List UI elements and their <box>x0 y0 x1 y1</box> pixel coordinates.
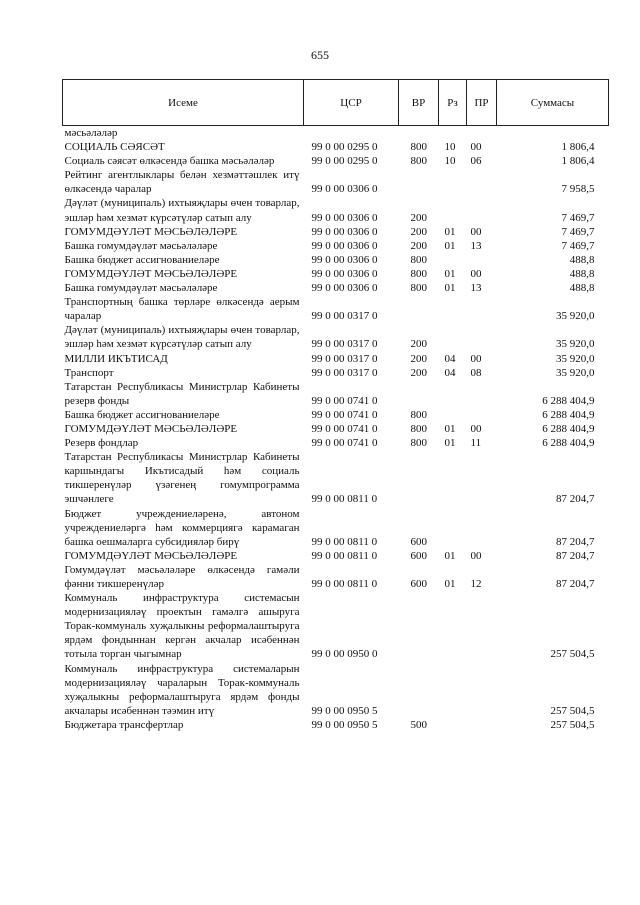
cell-name: Татарстан Республикасы Министрлар Кабинеты резерв фонды <box>64 380 300 407</box>
cell-rz: 01 <box>444 578 456 590</box>
cell-csr: 99 0 00 0317 0 <box>311 352 378 365</box>
budget-table <box>62 79 609 732</box>
cell-rz: 01 <box>444 282 456 295</box>
page-number: 655 <box>311 48 329 62</box>
cell-csr: 99 0 00 0306 0 <box>311 267 378 280</box>
table-row <box>63 352 609 366</box>
cell-sum: 488,8 <box>569 253 595 266</box>
cell-sum: 6 288 404,9 <box>542 408 595 421</box>
cell-name: Транспортның башка төрләре өлкәсендә аерым чаралар <box>64 296 300 323</box>
cell-pr: 00 <box>470 352 482 365</box>
cell-csr: 99 0 00 0811 0 <box>311 493 378 506</box>
cell-pr <box>467 450 497 506</box>
cell-vr: 800 <box>410 422 427 435</box>
cell-pr <box>467 126 497 141</box>
cell-sum: 488,8 <box>569 282 595 295</box>
cell-rz: 01 <box>444 267 456 280</box>
cell-rz: 01 <box>444 225 456 238</box>
cell-csr: 99 0 00 0317 0 <box>311 338 378 351</box>
cell-csr: 99 0 00 0306 0 <box>311 253 378 266</box>
table-row <box>63 323 609 351</box>
cell-pr <box>467 591 497 661</box>
cell-name: Башка гомумдәүләт мәсьәләләре <box>64 282 218 295</box>
cell-rz <box>439 380 467 408</box>
table-row <box>63 408 609 422</box>
cell-vr: 800 <box>410 408 427 421</box>
cell-vr: 800 <box>410 267 427 280</box>
cell-rz: 04 <box>444 366 456 379</box>
cell-rz: 01 <box>444 437 456 450</box>
header-csr: ЦСР <box>304 80 399 126</box>
cell-sum: 257 504,5 <box>550 704 595 717</box>
header-vr: ВР <box>399 80 439 126</box>
cell-name: Башка бюджет ассигнованиеләре <box>64 408 220 421</box>
cell-rz <box>439 126 467 141</box>
cell-name: МИЛЛИ ИКЪТИСАД <box>64 352 168 365</box>
cell-sum: 7 469,7 <box>561 211 595 224</box>
cell-name: Башка гомумдәүләт мәсьәләләре <box>64 239 218 252</box>
table-row <box>63 295 609 323</box>
table-row <box>63 450 609 506</box>
cell-name: Коммуналь инфраструктура системаларын модернизацияләү чараларын Торак-коммуналь хуҗалыкны реформалаштыруга ярдәм фонды акчалары исәбеннән тәэмин итү <box>64 662 300 717</box>
cell-csr: 99 0 00 0306 0 <box>311 225 378 238</box>
cell-sum: 87 204,7 <box>556 493 595 506</box>
table-row <box>63 239 609 253</box>
cell-rz <box>439 253 467 267</box>
cell-rz <box>439 168 467 196</box>
cell-name: Транспорт <box>64 366 114 379</box>
cell-pr <box>467 408 497 422</box>
header-name: Исеме <box>63 80 304 126</box>
table-body <box>63 126 609 733</box>
table-row <box>63 126 609 141</box>
cell-vr: 600 <box>410 578 427 590</box>
cell-name: Башка бюджет ассигнованиеләре <box>64 253 220 266</box>
cell-pr <box>467 380 497 408</box>
cell-vr <box>399 126 439 141</box>
cell-name: Татарстан Республикасы Министрлар Кабинеты каршындагы Икътисадый һәм социаль тикшеренүләр үзәгенең гомумпрограмма эшчәнлеге <box>64 451 300 506</box>
cell-sum: 7 958,5 <box>561 183 595 196</box>
cell-sum: 6 288 404,9 <box>542 422 595 435</box>
cell-vr <box>399 450 439 506</box>
cell-vr <box>399 591 439 661</box>
table-row <box>63 549 609 563</box>
cell-vr <box>399 295 439 323</box>
cell-name: Резерв фондлар <box>64 437 139 450</box>
table-header <box>63 80 609 126</box>
cell-sum: 1 806,4 <box>561 141 595 154</box>
cell-vr <box>399 168 439 196</box>
cell-vr: 600 <box>410 535 427 548</box>
cell-vr <box>399 662 439 718</box>
cell-name: Дәүләт (муниципаль) ихтыяҗлары өчен товарлар, эшләр һәм хезмәт күрсәтүләр сатып алу <box>64 197 300 224</box>
cell-sum: 35 920,0 <box>556 338 595 351</box>
cell-pr <box>467 323 497 351</box>
cell-csr: 99 0 00 0950 0 <box>311 648 378 661</box>
cell-pr: 12 <box>470 578 482 590</box>
cell-pr <box>467 196 497 224</box>
table-row <box>63 563 609 591</box>
cell-pr: 08 <box>470 366 482 379</box>
cell-csr <box>304 126 399 141</box>
table-row <box>63 281 609 295</box>
cell-name: Коммуналь инфраструктура системасын модернизацияләү проектын гамәлгә ашыруга Торак-коммуналь хуҗалыкны реформалаштыруга ярдәм фондыннан кергән акчалар исәбеннән тотыла торган чыгымнар <box>64 592 300 661</box>
cell-vr: 800 <box>410 282 427 295</box>
table-row <box>63 366 609 380</box>
cell-name: ГОМУМДӘҮЛӘТ МӘСЬӘЛӘЛӘРЕ <box>64 422 238 435</box>
cell-rz: 01 <box>444 549 456 562</box>
cell-sum: 257 504,5 <box>550 718 595 731</box>
cell-csr: 99 0 00 0317 0 <box>311 366 378 379</box>
cell-csr: 99 0 00 0306 0 <box>311 211 378 224</box>
cell-pr: 11 <box>470 437 482 450</box>
cell-rz <box>439 450 467 506</box>
cell-rz <box>439 295 467 323</box>
table-row <box>63 718 609 732</box>
cell-vr: 200 <box>410 338 427 351</box>
cell-sum: 87 204,7 <box>556 535 595 548</box>
table-row <box>63 225 609 239</box>
header-pr: ПР <box>467 80 497 126</box>
cell-vr: 800 <box>410 253 427 266</box>
header-sum: Суммасы <box>497 80 609 126</box>
cell-csr: 99 0 00 0317 0 <box>311 310 378 323</box>
cell-vr: 200 <box>410 225 427 238</box>
cell-vr: 800 <box>410 437 427 450</box>
cell-csr: 99 0 00 0811 0 <box>311 578 378 590</box>
cell-sum: 35 920,0 <box>556 366 595 379</box>
cell-name: Гомумдәүләт мәсьәләләре өлкәсендә гамәли фәнни тикшеренүләр <box>64 563 300 590</box>
cell-vr: 200 <box>410 211 427 224</box>
cell-name: Рейтинг агентлыклары белән хезмәттәшлек итү өлкәсендә чаралар <box>64 169 300 196</box>
cell-name: ГОМУМДӘҮЛӘТ МӘСЬӘЛӘЛӘРЕ <box>64 267 238 280</box>
cell-rz <box>439 662 467 718</box>
cell-vr: 800 <box>410 141 427 154</box>
cell-pr: 00 <box>470 267 482 280</box>
cell-vr: 800 <box>410 155 427 168</box>
cell-pr: 00 <box>470 225 482 238</box>
cell-rz <box>439 408 467 422</box>
cell-pr <box>467 253 497 267</box>
cell-sum <box>497 126 609 141</box>
cell-name: Дәүләт (муниципаль) ихтыяҗлары өчен товарлар, эшләр һәм хезмәт күрсәтүләр сатып алу <box>64 324 300 351</box>
cell-csr: 99 0 00 0741 0 <box>311 394 378 407</box>
table-row <box>63 154 609 168</box>
cell-vr: 200 <box>410 239 427 252</box>
cell-csr: 99 0 00 0306 0 <box>311 183 378 196</box>
cell-name: Бюджет учреждениеләренә, автоном учреждениеләргә һәм коммерциягә карамаган башка оешмаларга субсидияләр бирү <box>64 507 300 548</box>
cell-vr: 200 <box>410 352 427 365</box>
cell-name: Социаль сәясәт өлкәсендә башка мәсьәләләр <box>64 155 275 168</box>
cell-pr: 13 <box>470 239 482 252</box>
header-rz: Рз <box>439 80 467 126</box>
cell-rz: 04 <box>444 352 456 365</box>
cell-rz <box>439 323 467 351</box>
table-row <box>63 140 609 154</box>
cell-name: ГОМУМДӘҮЛӘТ МӘСЬӘЛӘЛӘРЕ <box>64 549 238 562</box>
cell-csr: 99 0 00 0950 5 <box>311 704 378 717</box>
cell-vr: 600 <box>410 549 427 562</box>
cell-sum: 6 288 404,9 <box>542 437 595 450</box>
cell-pr <box>467 168 497 196</box>
cell-pr <box>467 295 497 323</box>
cell-csr: 99 0 00 0950 5 <box>311 718 378 731</box>
cell-sum: 6 288 404,9 <box>542 394 595 407</box>
table-row <box>63 380 609 408</box>
cell-rz <box>439 507 467 549</box>
cell-pr <box>467 718 497 732</box>
cell-rz <box>439 196 467 224</box>
cell-vr: 500 <box>410 718 427 731</box>
table-row <box>63 267 609 281</box>
cell-pr: 00 <box>470 422 482 435</box>
cell-csr: 99 0 00 0295 0 <box>311 155 378 168</box>
cell-rz: 01 <box>444 239 456 252</box>
table-row <box>63 507 609 549</box>
cell-sum: 87 204,7 <box>556 578 595 590</box>
cell-name: ГОМУМДӘҮЛӘТ МӘСЬӘЛӘЛӘРЕ <box>64 225 238 238</box>
cell-sum: 87 204,7 <box>556 549 595 562</box>
cell-vr <box>399 380 439 408</box>
cell-vr: 200 <box>410 366 427 379</box>
cell-pr: 13 <box>470 282 482 295</box>
cell-pr: 00 <box>470 549 482 562</box>
cell-name: СОЦИАЛЬ СӘЯСӘТ <box>64 141 165 154</box>
table-row <box>63 591 609 661</box>
cell-csr: 99 0 00 0741 0 <box>311 422 378 435</box>
cell-name: Бюджетара трансфертлар <box>64 718 184 731</box>
cell-csr: 99 0 00 0811 0 <box>311 549 378 562</box>
table-row <box>63 436 609 450</box>
cell-rz <box>439 718 467 732</box>
cell-pr <box>467 662 497 718</box>
cell-sum: 1 806,4 <box>561 155 595 168</box>
cell-rz: 10 <box>444 141 456 154</box>
cell-pr: 00 <box>470 141 482 154</box>
cell-csr: 99 0 00 0295 0 <box>311 141 378 154</box>
cell-sum: 7 469,7 <box>561 239 595 252</box>
cell-rz: 10 <box>444 155 456 168</box>
cell-pr <box>467 507 497 549</box>
cell-sum: 35 920,0 <box>556 310 595 323</box>
cell-csr: 99 0 00 0306 0 <box>311 239 378 252</box>
table-row <box>63 253 609 267</box>
cell-sum: 35 920,0 <box>556 352 595 365</box>
cell-sum: 488,8 <box>569 267 595 280</box>
table-row <box>63 196 609 224</box>
table-row <box>63 168 609 196</box>
cell-csr: 99 0 00 0811 0 <box>311 535 378 548</box>
table-row <box>63 662 609 718</box>
cell-csr: 99 0 00 0741 0 <box>311 408 378 421</box>
cell-rz <box>439 591 467 661</box>
cell-sum: 7 469,7 <box>561 225 595 238</box>
cell-pr: 06 <box>470 155 482 168</box>
cell-csr: 99 0 00 0741 0 <box>311 437 378 450</box>
cell-name: мәсьәләләр <box>64 127 118 139</box>
cell-rz: 01 <box>444 422 456 435</box>
table-row <box>63 422 609 436</box>
cell-sum: 257 504,5 <box>550 648 595 661</box>
cell-csr: 99 0 00 0306 0 <box>311 282 378 295</box>
